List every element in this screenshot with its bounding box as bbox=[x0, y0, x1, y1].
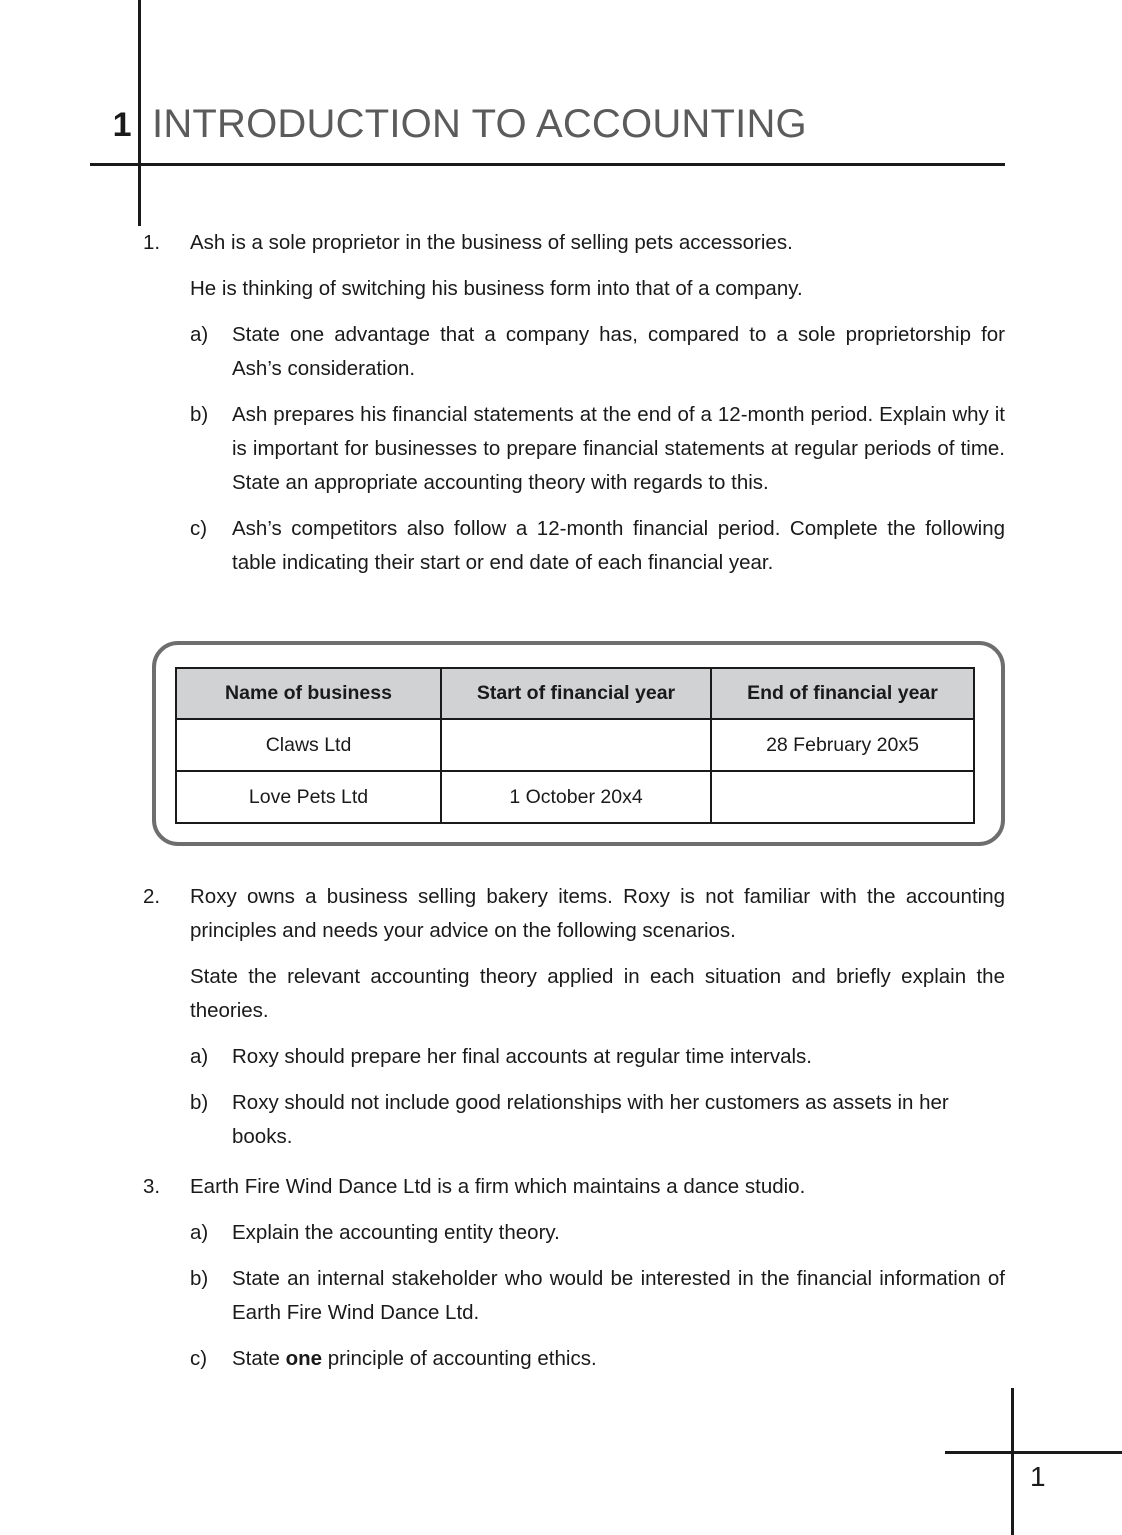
question-1a bbox=[0, 318, 1122, 386]
question-2a-text: Roxy should prepare her final accounts at regular time intervals. bbox=[232, 1045, 812, 1068]
question-3c-emphasis: one bbox=[285, 1347, 323, 1370]
chapter-number: 1 bbox=[112, 106, 131, 144]
table-cell-business-1: Claws Ltd bbox=[176, 719, 441, 771]
question-1b bbox=[0, 398, 1122, 500]
question-3b bbox=[0, 1262, 1122, 1330]
footer-vertical-crop-mark bbox=[1011, 1388, 1014, 1535]
spacer bbox=[0, 1154, 1122, 1170]
question-1-marker: 1. bbox=[143, 231, 161, 254]
footer-horizontal-crop-mark bbox=[945, 1451, 1122, 1454]
table-cell-business-2: Love Pets Ltd bbox=[176, 771, 441, 823]
question-1b-text: Ash prepares his financial statements at the end of a 12-month period. Explain why it is important for businesses to prepare financial statements at regular periods of time. State an appropriate accounting theory with regards to this. bbox=[232, 403, 1005, 494]
question-3a-marker: a) bbox=[190, 1221, 209, 1244]
table-header-end-of-financial-year: End of financial year bbox=[711, 668, 974, 719]
question-2-paragraph-2: State the relevant accounting theory applied in each situation and briefly explain the theories. bbox=[190, 965, 1005, 1022]
question-3c bbox=[0, 1342, 1122, 1376]
spacer bbox=[0, 1204, 1122, 1216]
question-3a bbox=[0, 1216, 1122, 1250]
question-1 bbox=[0, 226, 1122, 260]
spacer bbox=[0, 1028, 1122, 1040]
question-2a-marker: a) bbox=[190, 1045, 209, 1068]
financial-year-table bbox=[175, 667, 975, 824]
spacer bbox=[0, 306, 1122, 318]
question-2 bbox=[0, 880, 1122, 948]
table-cell-end-2[interactable] bbox=[711, 771, 974, 823]
spacer bbox=[0, 948, 1122, 960]
question-3c-text-before: State bbox=[232, 1347, 286, 1370]
chapter-vertical-rule bbox=[138, 0, 141, 226]
table-row bbox=[176, 771, 974, 823]
question-2-marker: 2. bbox=[143, 885, 161, 908]
question-3b-marker: b) bbox=[190, 1267, 209, 1290]
question-3c-text-after: principle of accounting ethics. bbox=[322, 1347, 597, 1370]
table-row bbox=[176, 719, 974, 771]
question-1a-marker: a) bbox=[190, 323, 209, 346]
table-header-name-of-business: Name of business bbox=[176, 668, 441, 719]
question-3a-text: Explain the accounting entity theory. bbox=[232, 1221, 560, 1244]
question-3-marker: 3. bbox=[143, 1175, 161, 1198]
question-1-paragraph-1: Ash is a sole proprietor in the business of selling pets accessories. bbox=[190, 231, 793, 254]
table-header-row bbox=[176, 668, 974, 719]
spacer bbox=[0, 500, 1122, 512]
question-3b-text: State an internal stakeholder who would be interested in the financial information of Earth Fire Wind Dance Ltd. bbox=[232, 1267, 1005, 1324]
question-1c-marker: c) bbox=[190, 517, 208, 540]
spacer bbox=[0, 386, 1122, 398]
question-1a-text: State one advantage that a company has, compared to a sole proprietorship for Ash’s consideration. bbox=[232, 323, 1005, 380]
question-2b-text: Roxy should not include good relationships with her customers as assets in her books. bbox=[232, 1091, 949, 1148]
question-2b bbox=[0, 1086, 1122, 1154]
questions-list-continued bbox=[0, 880, 1122, 1376]
question-2-paragraph-1: Roxy owns a business selling bakery items. Roxy is not familiar with the accounting principles and needs your advice on the following scenarios. bbox=[190, 885, 1005, 942]
question-2-paragraph-2-row bbox=[0, 960, 1122, 1028]
question-3c-marker: c) bbox=[190, 1347, 208, 1370]
question-2b-marker: b) bbox=[190, 1091, 209, 1114]
table-cell-end-1: 28 February 20x5 bbox=[711, 719, 974, 771]
page-number: 1 bbox=[1030, 1461, 1046, 1492]
page-title: INTRODUCTION TO ACCOUNTING bbox=[152, 102, 807, 146]
question-1c bbox=[0, 512, 1122, 580]
table-cell-start-1[interactable] bbox=[441, 719, 711, 771]
question-1b-marker: b) bbox=[190, 403, 209, 426]
question-3 bbox=[0, 1170, 1122, 1204]
table-cell-start-2: 1 October 20x4 bbox=[441, 771, 711, 823]
table-header-start-of-financial-year: Start of financial year bbox=[441, 668, 711, 719]
question-1c-text: Ash’s competitors also follow a 12-month financial period. Complete the following table indicating their start or end date of each financial year. bbox=[232, 517, 1005, 574]
question-1-paragraph-2: He is thinking of switching his business form into that of a company. bbox=[190, 277, 803, 300]
spacer bbox=[0, 1250, 1122, 1262]
question-2a bbox=[0, 1040, 1122, 1074]
question-1-paragraph-2-row bbox=[0, 272, 1122, 306]
question-3c-text bbox=[232, 1342, 1005, 1376]
question-3-paragraph-1: Earth Fire Wind Dance Ltd is a firm which maintains a dance studio. bbox=[190, 1175, 806, 1198]
spacer bbox=[0, 1074, 1122, 1086]
chapter-horizontal-rule bbox=[90, 163, 1005, 166]
spacer bbox=[0, 1330, 1122, 1342]
questions-list bbox=[0, 226, 1122, 580]
spacer bbox=[0, 260, 1122, 272]
